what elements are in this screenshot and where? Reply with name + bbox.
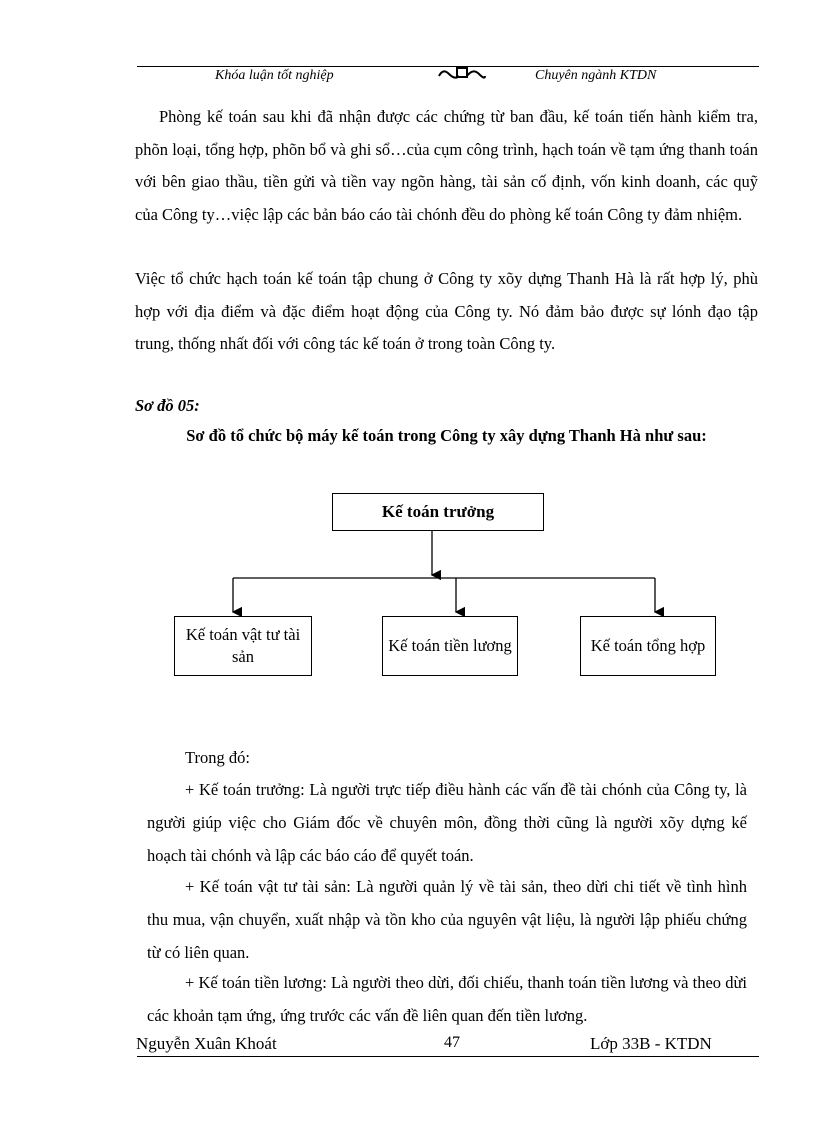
header-right: Chuyên ngành KTDN bbox=[535, 68, 657, 83]
footer-rule bbox=[137, 1056, 759, 1057]
notes-intro: Trong đó: bbox=[185, 748, 250, 767]
box-chief-accountant: Kế toán trưởng bbox=[332, 493, 544, 531]
box-materials-assets-accountant: Kế toán vật tư tài sản bbox=[174, 616, 312, 676]
footer-class: Lớp 33B - KTDN bbox=[590, 1034, 712, 1053]
note-salary-accountant: + Kế toán tiền lương: Là người theo dừi, đối chiếu, thanh toán tiền lương và theo dừi các khoản tạm ứng, ứng trước các vấn đề liên quan đến tiền lương. bbox=[147, 973, 747, 1025]
box-general-accountant: Kế toán tổng hợp bbox=[580, 616, 716, 676]
box-salary-accountant: Kế toán tiền lương bbox=[382, 616, 518, 676]
header-ornament-icon bbox=[437, 64, 487, 82]
footer-author: Nguyễn Xuân Khoát bbox=[136, 1034, 277, 1053]
page-number: 47 bbox=[444, 1034, 460, 1051]
note-materials-accountant: + Kế toán vật tư tài sản: Là người quản lý về tài sản, theo dừi chi tiết về tình hình thu mua, vận chuyển, xuất nhập và tồn kho của nguyên vật liệu, là người lập phiếu chứng từ có liên quan. bbox=[147, 877, 747, 962]
paragraph-1: Phòng kế toán sau khi đã nhận được các chứng từ ban đầu, kế toán tiến hành kiểm tra, phõn loại, tổng hợp, phõn bổ và ghi sổ…của cụm công trình, hạch toán về tạm ứng thanh toán với bên giao thầu, tiền gửi và tiền vay ngõn hàng, tài sản cố định, vốn kinh doanh, các quỹ của Công ty…việc lập các bản báo cáo tài chónh đều do phòng kế toán Công ty đảm nhiệm. bbox=[135, 107, 758, 224]
paragraph-2: Việc tổ chức hạch toán kế toán tập chung ở Công ty xõy dựng Thanh Hà là rất hợp lý, phù hợp với địa điểm và đặc điểm hoạt động của Công ty. Nó đảm bảo được sự lónh đạo tập trung, thống nhất đối với công tác kế toán ở trong toàn Công ty. bbox=[135, 269, 758, 353]
note-chief-accountant: + Kế toán trưởng: Là người trực tiếp điều hành các vấn đề tài chónh của Công ty, là người giúp việc cho Giám đốc về chuyên môn, đồng thời cũng là người xõy dựng kế hoạch tài chónh và lập các báo cáo để quyết toán. bbox=[147, 780, 747, 865]
diagram-title: Sơ đồ tổ chức bộ máy kế toán trong Công ty xây dựng Thanh Hà như sau: bbox=[186, 426, 707, 445]
diagram-label: Sơ đồ 05: bbox=[135, 396, 200, 415]
header-left: Khóa luận tốt nghiệp bbox=[215, 68, 334, 83]
